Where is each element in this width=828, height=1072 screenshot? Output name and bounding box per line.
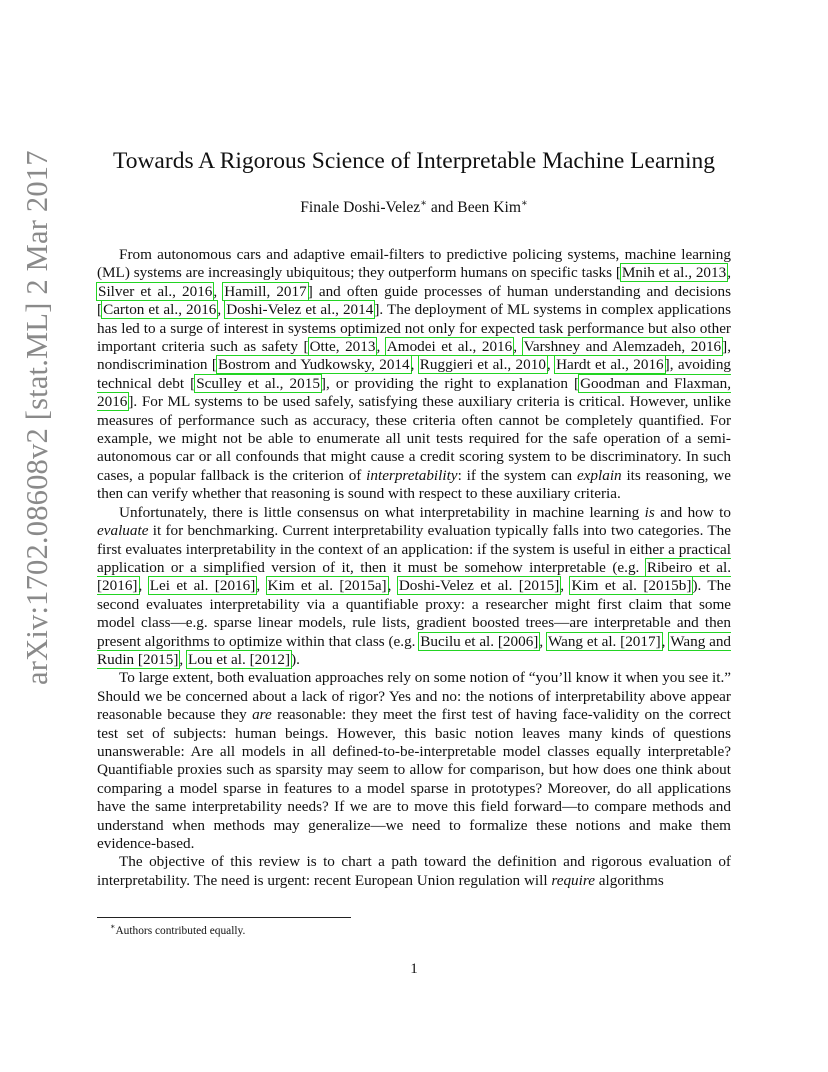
author-name: Finale Doshi-Velez [300, 199, 421, 217]
paper-title: Towards A Rigorous Science of Interpretable Machine Learning [113, 148, 715, 174]
emphasized-term: interpretability [366, 466, 458, 484]
text-run: , [179, 650, 188, 668]
emphasized-term: explain [576, 466, 622, 484]
text-run: , [661, 632, 670, 650]
citation-link[interactable]: Lou et al. [2012] [188, 650, 291, 668]
citation-link[interactable]: Mnih et al., 2013 [621, 264, 727, 282]
footnote [110, 922, 245, 937]
text-run: ). [291, 650, 300, 668]
text-run: its reasoning, we then can verify whether that reasoning is sound with respect to these auxiliary criteria. [97, 466, 731, 503]
footnote-mark: ∗ [110, 922, 116, 931]
footnote-text: Authors contributed equally. [115, 924, 246, 937]
citation-link[interactable]: Silver et al., 2016 [98, 282, 213, 300]
citation-link[interactable]: Wang et al. [2017] [547, 632, 661, 650]
citation-link[interactable]: Goodman and Flaxman, 2016 [97, 374, 732, 411]
citation-link[interactable]: Sculley et al., 2015 [196, 374, 320, 392]
text-run: , [213, 282, 224, 300]
paragraph-1 [97, 246, 731, 504]
text-run: ], nondiscrimination [ [97, 338, 732, 374]
text-run: , [546, 356, 556, 374]
text-run: , [410, 356, 419, 374]
citation-link[interactable]: Amodei et al., 2016 [386, 338, 513, 356]
text-run: , [256, 577, 267, 595]
text-run: and how to [654, 503, 731, 521]
paragraph-3 [97, 669, 731, 853]
page-number: 1 [410, 961, 418, 977]
text-run: ). The second evaluates interpretability via a quantifiable proxy: a researcher might first claim that some model class—e.g. sparse linear models, rule lists, gradient boosted trees—are interpretable and then present algorithms to optimize within that class (e.g. [97, 577, 732, 650]
text-run: , [376, 338, 386, 356]
citation-link[interactable]: Otte, 2013 [309, 338, 376, 356]
citation-link[interactable]: Bucilu et al. [2006] [420, 632, 539, 650]
citation-link[interactable]: Kim et al. [2015b] [571, 577, 692, 595]
text-run: The objective of this review is to chart a path toward the definition and rigorous evaluation of interpretability. The need is urgent: recent European Union regulation will [97, 853, 731, 889]
citation-link[interactable]: Ribeiro et al. [2016] [97, 558, 731, 595]
text-run: , [513, 338, 523, 356]
citation-link[interactable]: Doshi-Velez et al. [2015] [398, 577, 560, 595]
citation-link[interactable]: Ruggieri et al., 2010 [419, 356, 546, 374]
citation-link[interactable]: Carton et al., 2016 [103, 301, 217, 319]
citation-link[interactable]: Varshney and Alemzadeh, 2016 [523, 338, 722, 356]
text-run: : if the system can [457, 466, 577, 484]
text-run: algorithms [594, 871, 664, 889]
text-run: , [539, 632, 547, 650]
citation-link[interactable]: Kim et al. [2015a] [267, 577, 387, 595]
footnote-mark: ∗ [420, 198, 427, 209]
citation-link[interactable]: Doshi-Velez et al., 2014 [226, 301, 374, 319]
text-run: Unfortunately, there is little consensus on what interpretability in machine learning [119, 503, 645, 521]
citation-link[interactable]: Hardt et al., 2016 [556, 356, 664, 374]
emphasized-term: require [551, 871, 595, 889]
footnote-mark: ∗ [520, 198, 528, 209]
footnote-divider [97, 917, 351, 918]
text-run: , [217, 301, 226, 319]
text-run: ]. The deployment of ML systems in complex applications has led to a surge of interest in systems optimized not only for expected task performance but also other important criteria such as safety [ [97, 301, 731, 356]
text-run: ] and often guide processes of human understanding and decisions [ [97, 282, 732, 319]
citation-link[interactable]: Hamill, 2017 [224, 282, 307, 300]
text-run: , [727, 264, 731, 282]
author-conjunction: and [426, 199, 458, 217]
text-run: , [560, 577, 571, 595]
citation-link[interactable]: Wang and Rudin [2015] [97, 632, 732, 668]
emphasized-term: are [252, 706, 272, 724]
body-text [97, 246, 731, 890]
citation-link[interactable]: Lei et al. [2016] [149, 577, 256, 595]
author-line [0, 198, 828, 217]
text-run: From autonomous cars and adaptive email-filters to predictive policing systems, machine learning (ML) systems are increasingly ubiquitous; they outperform humans on specific tasks [ [97, 246, 731, 282]
text-run: ], avoiding technical debt [ [97, 356, 732, 392]
paragraph-2 [97, 504, 731, 670]
emphasized-term: is [644, 503, 655, 521]
text-run: ]. For ML systems to be used safely, satisfying these auxiliary criteria is critical. However, unlike measures of performance such as accuracy, these criteria often cannot be completely quantified. For example, we might not be able to enumerate all unit tests required for the safe operation of a semi-autonomous car or all confounds that might cause a credit scoring system to be discriminatory. In such cases, a popular fallback is the criterion of [97, 393, 731, 484]
text-run: reasonable: they meet the first test of having face-validity on the correct test set of subjects: human beings. However, this basic notion leaves many kinds of questions unanswerable: Are all models in all defined-to-be-interpretable model classes equally interpretable? Quantifiable proxies such as sparsity may seem to allow for comparison, but how does one think about comparing a model sparse in features to a model sparse in prototypes? Moreover, do all applications have the same interpretability needs? If we are to move this field forward—to compare methods and understand when methods may generalize—we need to formalize these notions and make them evidence-based. [97, 706, 731, 852]
author-name: Been Kim [457, 199, 521, 217]
text-run: , [387, 577, 398, 595]
text-run: ], or providing the right to explanation [ [320, 374, 580, 392]
text-run: it for benchmarking. Current interpretability evaluation typically falls into two categories. The first evaluates interpretability in the context of an application: if the system is useful in either a practical application or a simplified version of it, then it must be somehow interpretable (e.g. [97, 522, 731, 576]
text-run: To large extent, both evaluation approaches rely on some notion of “you’ll know it when you see it.” Should we be concerned about a lack of rigor? Yes and no: the notions of interpretability above appear reasonable because they [97, 669, 731, 724]
arxiv-identifier-stamp: arXiv:1702.08608v2 [stat.ML] 2 Mar 2017 [20, 150, 54, 685]
citation-link[interactable]: Bostrom and Yudkowsky, 2014 [217, 356, 410, 374]
text-run: , [138, 577, 149, 595]
paragraph-4 [97, 853, 731, 890]
emphasized-term: evaluate [97, 522, 149, 540]
